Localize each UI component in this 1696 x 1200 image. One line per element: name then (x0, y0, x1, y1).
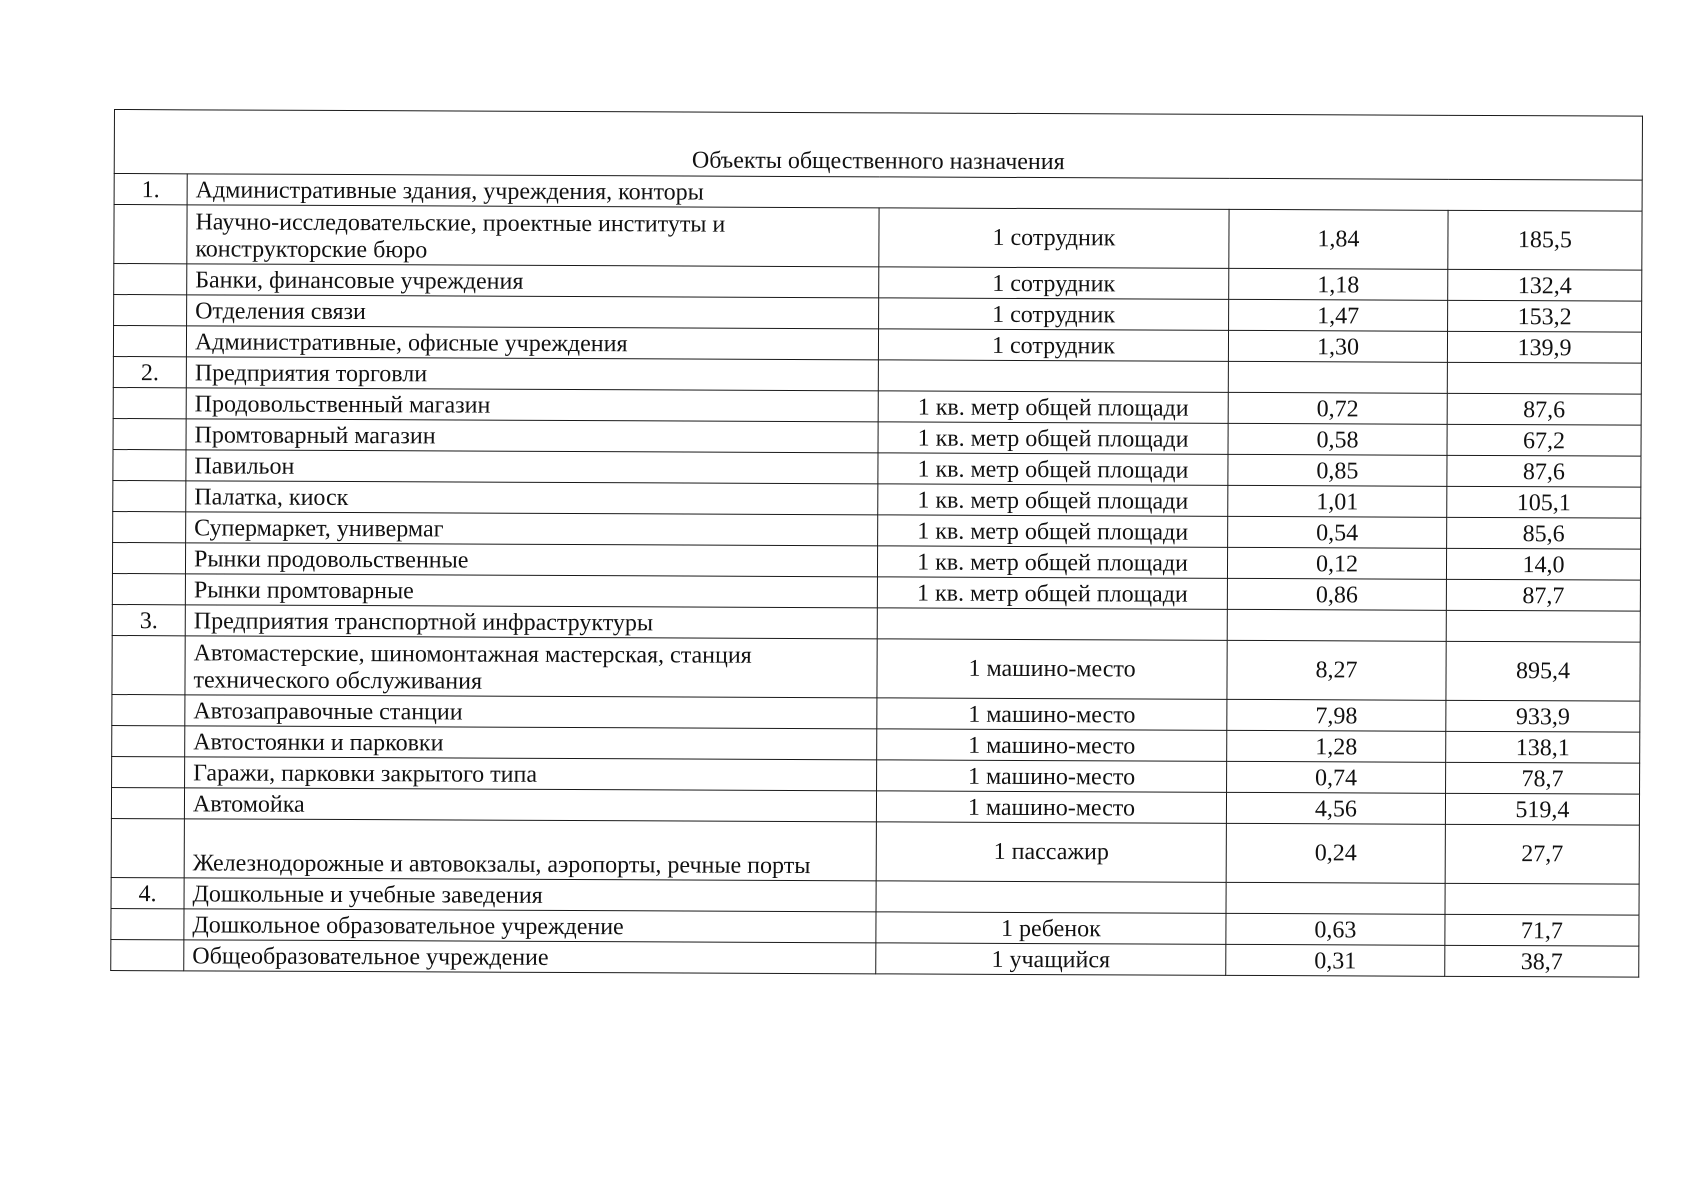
row-number-cell (111, 908, 184, 939)
facility-name: Рынки продовольственные (185, 543, 877, 577)
row-number-cell (113, 480, 186, 511)
table-body (111, 110, 1643, 978)
empty-cell (1226, 882, 1445, 914)
facility-name: Административные, офисные учреждения (186, 326, 878, 360)
facility-name: Автостоянки и парковки (185, 726, 877, 760)
value-2: 27,7 (1445, 824, 1639, 884)
row-number-cell (113, 449, 186, 480)
unit-of-measure: 1 сотрудник (879, 267, 1229, 300)
row-number-cell (111, 939, 184, 970)
row-number-cell (113, 326, 186, 357)
value-2: 71,7 (1445, 914, 1639, 946)
empty-cell (877, 608, 1227, 641)
value-2: 38,7 (1445, 945, 1639, 977)
facility-name: Автомойка (184, 788, 876, 822)
value-1: 0,12 (1227, 547, 1446, 579)
value-1: 0,86 (1227, 578, 1446, 610)
value-2: 67,2 (1447, 424, 1641, 456)
row-number-cell (111, 818, 184, 877)
value-1: 0,54 (1228, 516, 1447, 548)
row-number-cell (112, 573, 185, 604)
unit-of-measure: 1 пассажир (876, 822, 1226, 883)
value-1: 1,28 (1227, 730, 1446, 762)
value-2: 87,6 (1447, 393, 1641, 425)
facility-name: Промтоварный магазин (186, 419, 878, 453)
facility-name: Палатка, киоск (186, 481, 878, 515)
value-1: 8,27 (1227, 640, 1446, 700)
facility-name: Автозаправочные станции (185, 695, 877, 729)
table-row (111, 818, 1639, 884)
empty-cell (1446, 610, 1640, 642)
empty-cell (1447, 362, 1641, 394)
unit-of-measure: 1 сотрудник (879, 298, 1229, 331)
facility-name: Железнодорожные и автовокзалы, аэропорты, речные порты (184, 819, 876, 881)
facility-name: Павильон (186, 450, 878, 484)
table-row (111, 939, 1639, 977)
section-number: 3. (112, 604, 185, 635)
section-name: Дошкольные и учебные заведения (184, 878, 876, 912)
value-2: 14,0 (1446, 548, 1640, 580)
facility-name: Супермаркет, универмаг (186, 512, 878, 546)
unit-of-measure: 1 кв. метр общей площади (877, 546, 1227, 579)
facility-name: Дошкольное образовательное учреждение (184, 909, 876, 943)
row-number-cell (114, 205, 187, 264)
section-number: 1. (114, 174, 187, 205)
value-1: 7,98 (1227, 699, 1446, 731)
value-1: 0,31 (1226, 944, 1445, 976)
value-2: 185,5 (1448, 210, 1642, 270)
unit-of-measure: 1 кв. метр общей площади (877, 577, 1227, 610)
value-1: 0,72 (1228, 392, 1447, 424)
row-number-cell (113, 418, 186, 449)
value-1: 1,30 (1228, 330, 1447, 362)
empty-cell (878, 360, 1228, 393)
row-number-cell (114, 295, 187, 326)
value-2: 138,1 (1446, 731, 1640, 763)
value-2: 105,1 (1447, 486, 1641, 518)
unit-of-measure: 1 машино-место (877, 639, 1227, 700)
facility-name: Продовольственный магазин (186, 388, 878, 422)
section-name: Предприятия транспортной инфраструктуры (185, 605, 877, 639)
row-number-cell (112, 756, 185, 787)
unit-of-measure: 1 кв. метр общей площади (878, 515, 1228, 548)
value-2: 139,9 (1447, 331, 1641, 363)
unit-of-measure: 1 машино-место (877, 698, 1227, 731)
row-number-cell (114, 264, 187, 295)
value-1: 1,01 (1228, 485, 1447, 517)
value-2: 132,4 (1448, 269, 1642, 301)
value-1: 1,84 (1229, 209, 1448, 269)
unit-of-measure: 1 машино-место (877, 729, 1227, 762)
table-title-row (114, 110, 1642, 181)
section-number: 4. (111, 877, 184, 908)
unit-of-measure: 1 кв. метр общей площади (878, 453, 1228, 486)
row-number-cell (113, 511, 186, 542)
value-2: 153,2 (1448, 300, 1642, 332)
empty-cell (876, 881, 1226, 914)
value-1: 0,85 (1228, 454, 1447, 486)
row-number-cell (111, 787, 184, 818)
section-name: Предприятия торговли (186, 357, 878, 391)
value-2: 895,4 (1446, 641, 1640, 701)
unit-of-measure: 1 ребенок (876, 912, 1226, 945)
row-number-cell (112, 542, 185, 573)
facility-name: Банки, финансовые учреждения (187, 264, 879, 298)
unit-of-measure: 1 машино-место (877, 760, 1227, 793)
value-2: 87,6 (1447, 455, 1641, 487)
row-number-cell (112, 725, 185, 756)
value-1: 4,56 (1226, 792, 1445, 824)
value-1: 0,63 (1226, 913, 1445, 945)
value-1: 0,74 (1227, 761, 1446, 793)
facility-name: Автомастерские, шиномонтажная мастерская, станция технического обслуживания (185, 636, 877, 698)
value-2: 78,7 (1446, 762, 1640, 794)
unit-of-measure: 1 сотрудник (878, 329, 1228, 362)
unit-of-measure: 1 кв. метр общей площади (878, 484, 1228, 517)
empty-cell (1228, 361, 1447, 393)
value-1: 1,18 (1229, 268, 1448, 300)
facility-name: Гаражи, парковки закрытого типа (185, 757, 877, 791)
table-row (114, 205, 1642, 271)
public-facilities-table (110, 109, 1643, 978)
unit-of-measure: 1 кв. метр общей площади (878, 391, 1228, 424)
facility-name: Научно-исследовательские, проектные институты и конструкторские бюро (187, 205, 879, 267)
section-number: 2. (113, 356, 186, 387)
empty-cell (1445, 883, 1639, 915)
unit-of-measure: 1 машино-место (876, 791, 1226, 824)
empty-cell (1227, 609, 1446, 641)
value-2: 519,4 (1445, 793, 1639, 825)
row-number-cell (113, 387, 186, 418)
row-number-cell (112, 694, 185, 725)
value-2: 87,7 (1446, 579, 1640, 611)
unit-of-measure: 1 кв. метр общей площади (878, 422, 1228, 455)
unit-of-measure: 1 сотрудник (879, 208, 1229, 269)
value-1: 1,47 (1229, 299, 1448, 331)
section-name: Административные здания, учреждения, конторы (187, 174, 1642, 211)
value-2: 933,9 (1446, 700, 1640, 732)
value-2: 85,6 (1447, 517, 1641, 549)
row-number-cell (112, 635, 185, 694)
facility-name: Отделения связи (187, 295, 879, 329)
table-title: Объекты общественного назначения (114, 110, 1642, 181)
unit-of-measure: 1 учащийся (876, 943, 1226, 976)
facility-name: Общеобразовательное учреждение (184, 940, 876, 974)
facility-name: Рынки промтоварные (185, 574, 877, 608)
value-1: 0,58 (1228, 423, 1447, 455)
value-1: 0,24 (1226, 823, 1445, 883)
table-row (112, 635, 1640, 701)
